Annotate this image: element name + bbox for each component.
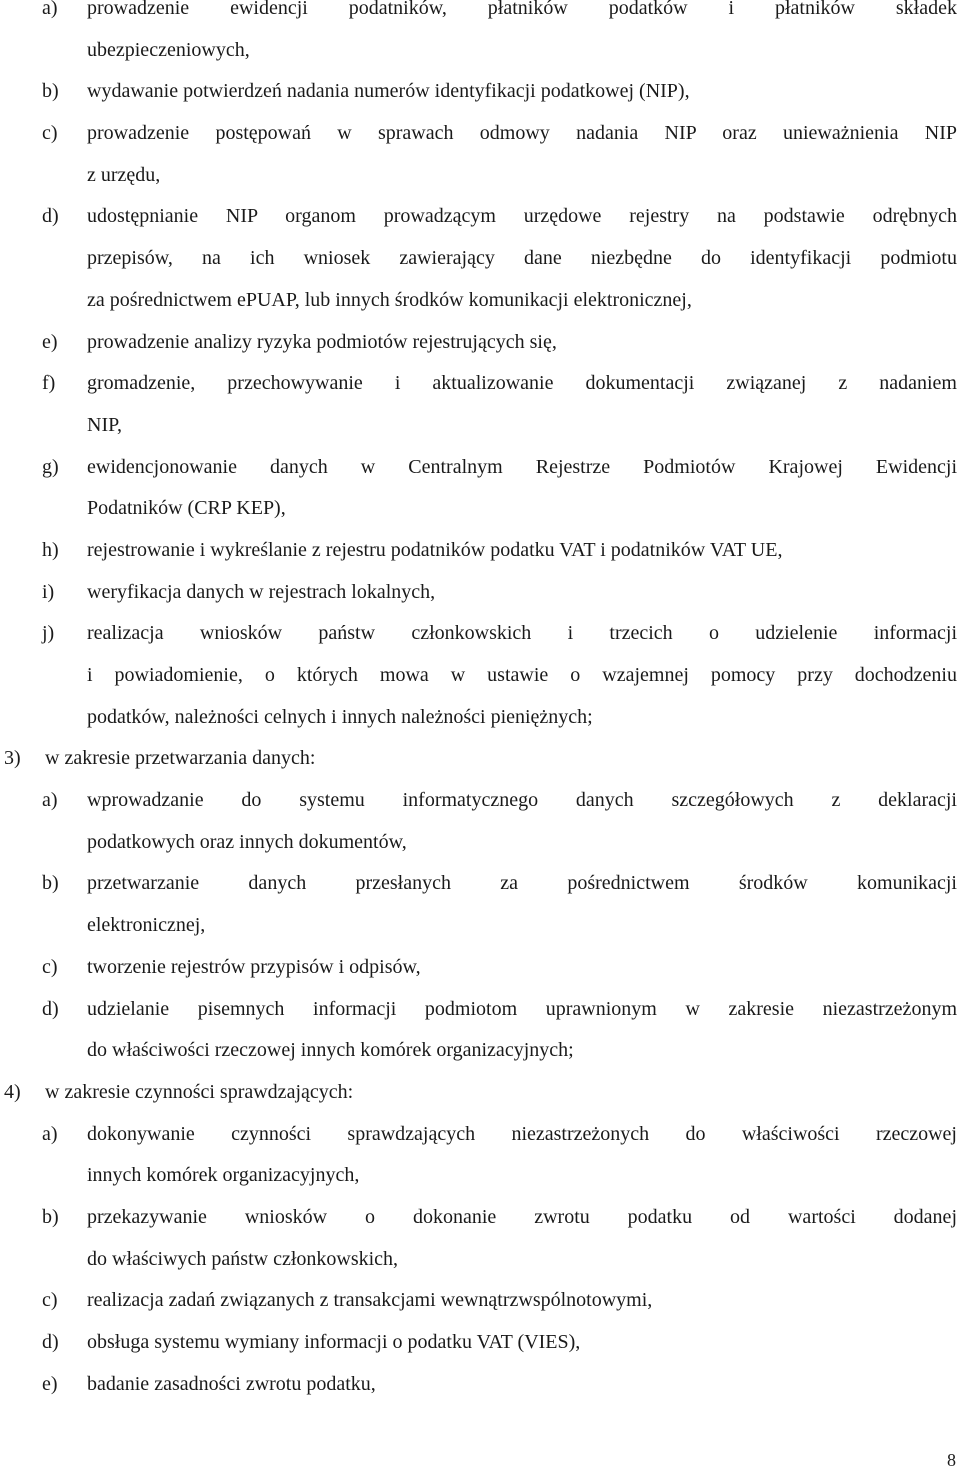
list-item-text: i powiadomienie, o których mowa w ustawie o wzajemnej pomocy przy dochodzeniu [87, 664, 957, 686]
list-item [0, 0, 960, 30]
list-item-continuation [0, 822, 960, 864]
list-item-text: gromadzenie, przechowywanie i aktualizowanie dokumentacji związanej z nadaniem [87, 372, 957, 395]
list-item-marker: d) [42, 205, 59, 228]
list-item-text: prowadzenie ewidencji podatników, płatników podatków i płatników składek [87, 0, 957, 19]
list-item-marker: e) [42, 1372, 58, 1395]
list-item [0, 863, 960, 905]
list-item-text: przekazywanie wniosków o dokonanie zwrotu podatku od wartości dodanej [87, 1205, 957, 1228]
list-item-continuation [0, 1239, 960, 1281]
list-item-marker: d) [42, 997, 59, 1020]
list-item-marker: a) [42, 789, 58, 812]
list-item-text: za pośrednictwem ePUAP, lub innych środków komunikacji elektronicznej, [87, 288, 692, 311]
list-item-text: elektronicznej, [87, 914, 206, 937]
list-item [0, 447, 960, 489]
list-item-text: z urzędu, [87, 163, 161, 186]
list-item-text: weryfikacja danych w rejestrach lokalnych, [87, 580, 436, 603]
list-item-marker: c) [42, 122, 58, 145]
list-item-marker: h) [42, 538, 59, 561]
list-item-text: w zakresie czynności sprawdzających: [45, 1080, 354, 1103]
list-item-text: prowadzenie analizy ryzyka podmiotów rejestrujących się, [87, 330, 557, 353]
list-item-text: realizacja wniosków państw członkowskich i trzecich o udzielenie informacji [87, 622, 957, 645]
list-item-text: podatków, należności celnych i innych należności pieniężnych; [87, 705, 593, 728]
list-item-text: prowadzenie postępowań w sprawach odmowy nadania NIP oraz unieważnienia NIP [87, 122, 957, 145]
list-item [0, 1280, 960, 1322]
list-item [0, 530, 960, 572]
list-item-marker: i) [42, 580, 55, 603]
list-item-text: innych komórek organizacyjnych, [87, 1164, 360, 1187]
list-item-text: udostępnianie NIP organom prowadzącym urzędowe rejestry na podstawie odrębnych [87, 205, 957, 228]
list-item-text: przetwarzanie danych przesłanych za pośrednictwem środków komunikacji [87, 872, 957, 895]
list-item-continuation [0, 238, 960, 280]
list-item [0, 1114, 960, 1156]
list-item [0, 196, 960, 238]
list-item-text: do właściwych państw członkowskich, [87, 1247, 399, 1270]
list-item-continuation [0, 1155, 960, 1197]
list-item-text: dokonywanie czynności sprawdzających niezastrzeżonych do właściwości rzeczowej [87, 1122, 957, 1145]
list-item-marker: c) [42, 955, 58, 978]
list-item [0, 1197, 960, 1239]
list-item-continuation [0, 405, 960, 447]
list-item-text: do właściwości rzeczowej innych komórek organizacyjnych; [87, 1039, 574, 1062]
list-item [0, 71, 960, 113]
list-item-text: udzielanie pisemnych informacji podmiotom uprawnionym w zakresie niezastrzeżonym [87, 997, 957, 1020]
list-item-marker: j) [42, 622, 55, 645]
list-item-text: Podatników (CRP KEP), [87, 497, 286, 520]
list-item-text: obsługa systemu wymiany informacji o podatku VAT (VIES), [87, 1331, 581, 1353]
list-item [0, 1072, 960, 1114]
list-item-marker: c) [42, 1289, 58, 1312]
list-item-marker: d) [42, 1331, 59, 1353]
list-item-text: badanie zasadności zwrotu podatku, [87, 1372, 376, 1395]
list-item-continuation [0, 1030, 960, 1072]
page-number: 8 [947, 1450, 956, 1470]
list-item-continuation [0, 155, 960, 197]
list-item-marker: g) [42, 455, 59, 478]
list-item-text: w zakresie przetwarzania danych: [45, 747, 316, 770]
list-item-text: rejestrowanie i wykreślanie z rejestru podatników podatku VAT i podatników VAT UE, [87, 538, 783, 561]
list-item-marker: 3) [4, 747, 21, 770]
list-item-marker: b) [42, 80, 59, 103]
list-item-continuation [0, 697, 960, 739]
list-item-marker: b) [42, 872, 59, 895]
list-item [0, 572, 960, 614]
list-item [0, 613, 960, 655]
list-item [0, 780, 960, 822]
list-item-continuation [0, 905, 960, 947]
list-item-text: wydawanie potwierdzeń nadania numerów identyfikacji podatkowej (NIP), [87, 80, 690, 103]
list-item-continuation [0, 655, 960, 697]
list-item-text: podatkowych oraz innych dokumentów, [87, 830, 407, 853]
list-item-continuation [0, 30, 960, 72]
list-item-marker: 4) [4, 1080, 21, 1103]
list-item-text: ewidencjonowanie danych w Centralnym Rejestrze Podmiotów Krajowej Ewidencji [87, 455, 957, 478]
list-item [0, 1322, 960, 1364]
list-item-text: wprowadzanie do systemu informatycznego danych szczegółowych z deklaracji [87, 789, 957, 812]
list-item-text: NIP, [87, 413, 123, 436]
list-item-text: przepisów, na ich wniosek zawierający dane niezbędne do identyfikacji podmiotu [87, 247, 957, 270]
list-item-continuation [0, 488, 960, 530]
list-item [0, 738, 960, 780]
list-item-text: realizacja zadań związanych z transakcjami wewnątrzwspólnotowymi, [87, 1289, 653, 1312]
list-item [0, 947, 960, 989]
list-item-marker: a) [42, 0, 58, 19]
list-item [0, 989, 960, 1031]
list-item-text: tworzenie rejestrów przypisów i odpisów, [87, 955, 421, 978]
list-item-marker: a) [42, 1122, 58, 1145]
list-item-marker: f) [42, 372, 56, 395]
list-item-text: ubezpieczeniowych, [87, 38, 250, 61]
list-item [0, 1364, 960, 1406]
list-item-continuation [0, 280, 960, 322]
list-item [0, 322, 960, 364]
list-item [0, 363, 960, 405]
list-item-marker: e) [42, 330, 58, 353]
list-item-marker: b) [42, 1205, 59, 1228]
list-item [0, 113, 960, 155]
